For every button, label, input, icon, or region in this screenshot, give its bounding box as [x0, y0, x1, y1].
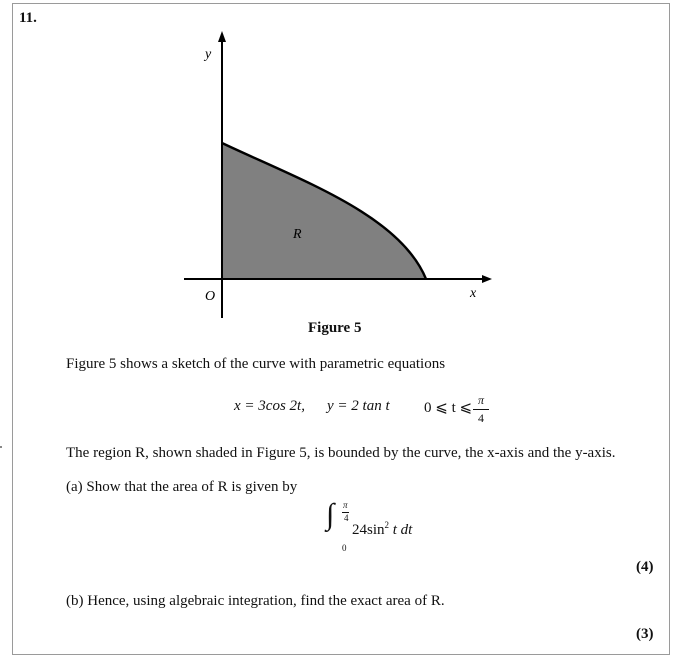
question-number: 11.	[19, 10, 37, 26]
integrand-tail: t dt	[389, 522, 413, 538]
x-axis-arrow	[482, 275, 492, 283]
upper-limit-denominator: 4	[344, 513, 349, 523]
part-b-marks: (3)	[636, 626, 654, 642]
domain-prefix: 0 ⩽ t ⩽	[424, 400, 473, 416]
fraction-denominator: 4	[478, 411, 484, 425]
fraction-numerator: π	[477, 393, 484, 407]
x-equation: x = 3cos 2t,	[234, 398, 305, 414]
integrand-power: 2	[384, 520, 390, 530]
region-description: The region R, shown shaded in Figure 5, is bounded by the curve, the x-axis and the y-axis.	[66, 445, 616, 461]
region-r	[222, 143, 426, 279]
integrand-main: 24sin	[352, 522, 385, 538]
part-a-marks: (4)	[636, 559, 654, 575]
fraction-bar	[473, 409, 489, 410]
origin-label: O	[205, 289, 216, 304]
figure-caption: Figure 5	[308, 320, 362, 336]
part-b-text: (b) Hence, using algebraic integration, find the exact area of R.	[66, 593, 445, 609]
x-axis-label: x	[470, 286, 477, 301]
integrand	[352, 520, 412, 539]
domain-upper-fraction	[473, 393, 489, 426]
part-a-text: (a) Show that the area of R is given by	[66, 479, 298, 495]
integral-sign: ∫	[326, 498, 335, 531]
region-label: R	[293, 227, 302, 242]
intro-text: Figure 5 shows a sketch of the curve with parametric equations	[66, 356, 446, 372]
y-equation: y = 2 tan t	[327, 398, 390, 414]
y-axis-label: y	[205, 47, 212, 62]
y-axis-arrow	[218, 31, 226, 42]
upper-limit-numerator: π	[343, 500, 348, 510]
lower-limit: 0	[342, 543, 347, 553]
margin-dot	[0, 446, 2, 448]
